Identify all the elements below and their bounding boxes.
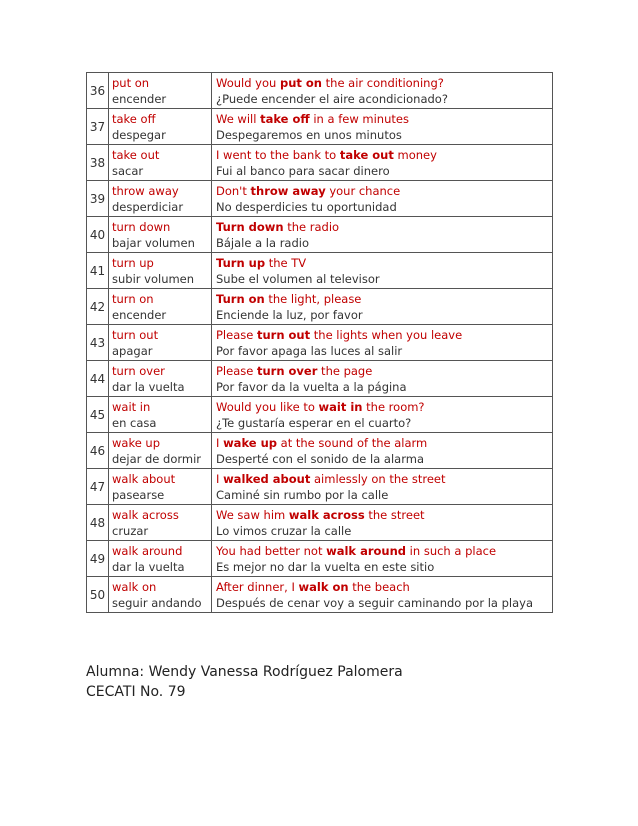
verb-translation: cruzar xyxy=(112,523,149,538)
verb-cell xyxy=(109,397,212,433)
english-example-end: aimlessly on the street xyxy=(310,471,446,486)
example-cell xyxy=(212,541,553,577)
highlighted-verb: wait in xyxy=(318,399,363,414)
highlighted-verb: Turn down xyxy=(216,219,284,234)
english-example-end: in such a place xyxy=(406,543,497,558)
row-number: 46 xyxy=(87,433,109,469)
english-example xyxy=(216,219,552,235)
table-row xyxy=(87,145,553,181)
spanish-example: Sube el volumen al televisor xyxy=(216,271,380,286)
example-cell xyxy=(212,433,553,469)
example-cell xyxy=(212,181,553,217)
verb-cell xyxy=(109,109,212,145)
table-row xyxy=(87,325,553,361)
english-example xyxy=(216,399,552,415)
verb-translation: desperdiciar xyxy=(112,199,184,214)
spanish-example: No desperdicies tu oportunidad xyxy=(216,199,397,214)
english-example xyxy=(216,255,552,271)
english-example xyxy=(216,111,552,127)
phrasal-verb: walk about xyxy=(112,471,176,486)
verb-cell xyxy=(109,469,212,505)
row-number: 49 xyxy=(87,541,109,577)
row-number: 38 xyxy=(87,145,109,181)
english-example-start: Would you xyxy=(216,75,280,90)
row-number: 43 xyxy=(87,325,109,361)
highlighted-verb: walk around xyxy=(326,543,407,558)
spanish-example: ¿Puede encender el aire acondicionado? xyxy=(216,91,448,106)
table-row xyxy=(87,577,553,613)
english-example xyxy=(216,147,552,163)
highlighted-verb: walk on xyxy=(298,579,349,594)
verb-cell xyxy=(109,73,212,109)
school-name: CECATI No. 79 xyxy=(86,684,186,700)
highlighted-verb: wake up xyxy=(223,435,278,450)
verb-cell xyxy=(109,289,212,325)
english-example-start: Please xyxy=(216,363,257,378)
table-row xyxy=(87,361,553,397)
english-example-end: at the sound of the alarm xyxy=(277,435,428,450)
english-example-end: the lights when you leave xyxy=(310,327,463,342)
table-row xyxy=(87,109,553,145)
example-cell xyxy=(212,397,553,433)
english-example xyxy=(216,183,552,199)
phrasal-verb: take out xyxy=(112,147,160,162)
english-example-start: You had better not xyxy=(216,543,327,558)
verb-cell xyxy=(109,181,212,217)
example-cell xyxy=(212,145,553,181)
phrasal-verb: turn out xyxy=(112,327,159,342)
english-example-end: the page xyxy=(317,363,373,378)
verb-translation: apagar xyxy=(112,343,153,358)
verb-translation: despegar xyxy=(112,127,166,142)
table-row xyxy=(87,541,553,577)
english-example-start: Don't xyxy=(216,183,251,198)
verb-cell xyxy=(109,253,212,289)
english-example-start: Would you like to xyxy=(216,399,319,414)
verb-translation: subir volumen xyxy=(112,271,195,286)
spanish-example: Es mejor no dar la vuelta en este sitio xyxy=(216,559,435,574)
verb-cell xyxy=(109,541,212,577)
example-cell xyxy=(212,73,553,109)
verb-translation: dejar de dormir xyxy=(112,451,202,466)
example-cell xyxy=(212,325,553,361)
phrasal-verb: take off xyxy=(112,111,156,126)
phrasal-verb: walk around xyxy=(112,543,183,558)
verb-cell xyxy=(109,433,212,469)
verb-cell xyxy=(109,145,212,181)
english-example xyxy=(216,507,552,523)
phrasal-verbs-table xyxy=(86,72,553,613)
verb-translation: pasearse xyxy=(112,487,165,502)
english-example-end: in a few minutes xyxy=(309,111,409,126)
example-cell xyxy=(212,109,553,145)
highlighted-verb: turn over xyxy=(256,363,318,378)
phrasal-verb: put on xyxy=(112,75,150,90)
phrasal-verb: wake up xyxy=(112,435,161,450)
phrasal-verb: walk across xyxy=(112,507,179,522)
row-number: 44 xyxy=(87,361,109,397)
verb-translation: encender xyxy=(112,307,167,322)
english-example-end: the light, please xyxy=(264,291,362,306)
english-example xyxy=(216,363,552,379)
english-example-end: the beach xyxy=(348,579,410,594)
table-row xyxy=(87,253,553,289)
english-example-start: After dinner, I xyxy=(216,579,299,594)
student-name: Alumna: Wendy Vanessa Rodríguez Palomera xyxy=(86,664,403,680)
highlighted-verb: walk across xyxy=(288,507,365,522)
example-cell xyxy=(212,217,553,253)
table-row xyxy=(87,289,553,325)
highlighted-verb: walked about xyxy=(223,471,311,486)
verb-cell xyxy=(109,361,212,397)
english-example-end: the air conditioning? xyxy=(321,75,444,90)
phrasal-verb: turn down xyxy=(112,219,171,234)
spanish-example: Bájale a la radio xyxy=(216,235,310,250)
row-number: 45 xyxy=(87,397,109,433)
table-row xyxy=(87,73,553,109)
row-number: 42 xyxy=(87,289,109,325)
footer xyxy=(86,662,403,702)
highlighted-verb: turn out xyxy=(256,327,311,342)
english-example-start: I xyxy=(216,435,224,450)
table-row xyxy=(87,433,553,469)
verb-cell xyxy=(109,217,212,253)
highlighted-verb: throw away xyxy=(250,183,326,198)
row-number: 48 xyxy=(87,505,109,541)
verb-translation: seguir andando xyxy=(112,595,202,610)
highlighted-verb: put on xyxy=(279,75,322,90)
spanish-example: Por favor apaga las luces al salir xyxy=(216,343,403,358)
verb-cell xyxy=(109,577,212,613)
highlighted-verb: take off xyxy=(260,111,310,126)
row-number: 40 xyxy=(87,217,109,253)
english-example-end: the street xyxy=(364,507,425,522)
row-number: 50 xyxy=(87,577,109,613)
phrasal-verb: turn over xyxy=(112,363,165,378)
verb-translation: en casa xyxy=(112,415,157,430)
english-example-end: your chance xyxy=(325,183,401,198)
table-row xyxy=(87,397,553,433)
verb-translation: sacar xyxy=(112,163,144,178)
example-cell xyxy=(212,505,553,541)
spanish-example: Caminé sin rumbo por la calle xyxy=(216,487,389,502)
english-example-start: We will xyxy=(216,111,261,126)
phrasal-verb: throw away xyxy=(112,183,179,198)
table-body xyxy=(87,73,553,613)
spanish-example: Desperté con el sonido de la alarma xyxy=(216,451,424,466)
english-example-start: I went to the bank to xyxy=(216,147,340,162)
english-example-start: I xyxy=(216,471,224,486)
phrasal-verb: wait in xyxy=(112,399,151,414)
verb-cell xyxy=(109,505,212,541)
example-cell xyxy=(212,289,553,325)
example-cell xyxy=(212,469,553,505)
row-number: 41 xyxy=(87,253,109,289)
spanish-example: Despegaremos en unos minutos xyxy=(216,127,402,142)
english-example xyxy=(216,75,552,91)
spanish-example: Fui al banco para sacar dinero xyxy=(216,163,390,178)
spanish-example: Enciende la luz, por favor xyxy=(216,307,363,322)
example-cell xyxy=(212,253,553,289)
verb-translation: dar la vuelta xyxy=(112,379,185,394)
highlighted-verb: Turn on xyxy=(216,291,265,306)
english-example xyxy=(216,543,552,559)
phrasal-verb: walk on xyxy=(112,579,157,594)
spanish-example: Lo vimos cruzar la calle xyxy=(216,523,352,538)
table-row xyxy=(87,181,553,217)
example-cell xyxy=(212,361,553,397)
english-example xyxy=(216,435,552,451)
phrasal-verb: turn on xyxy=(112,291,154,306)
english-example xyxy=(216,471,552,487)
verb-translation: dar la vuelta xyxy=(112,559,185,574)
phrasal-verb: turn up xyxy=(112,255,154,270)
row-number: 47 xyxy=(87,469,109,505)
verb-cell xyxy=(109,325,212,361)
english-example-start: We saw him xyxy=(216,507,289,522)
spanish-example: Después de cenar voy a seguir caminando por la playa xyxy=(216,595,534,610)
verb-translation: bajar volumen xyxy=(112,235,195,250)
english-example-end: the TV xyxy=(265,255,307,270)
table-row xyxy=(87,217,553,253)
english-example xyxy=(216,291,552,307)
row-number: 39 xyxy=(87,181,109,217)
verb-translation: encender xyxy=(112,91,167,106)
english-example-end: the radio xyxy=(283,219,340,234)
example-cell xyxy=(212,577,553,613)
english-example-end: the room? xyxy=(362,399,425,414)
english-example xyxy=(216,327,552,343)
table-row xyxy=(87,505,553,541)
english-example-end: money xyxy=(393,147,437,162)
highlighted-verb: take out xyxy=(339,147,394,162)
row-number: 36 xyxy=(87,73,109,109)
row-number: 37 xyxy=(87,109,109,145)
table-row xyxy=(87,469,553,505)
english-example-start: Please xyxy=(216,327,257,342)
english-example xyxy=(216,579,552,595)
highlighted-verb: Turn up xyxy=(216,255,266,270)
spanish-example: Por favor da la vuelta a la página xyxy=(216,379,407,394)
spanish-example: ¿Te gustaría esperar en el cuarto? xyxy=(216,415,412,430)
